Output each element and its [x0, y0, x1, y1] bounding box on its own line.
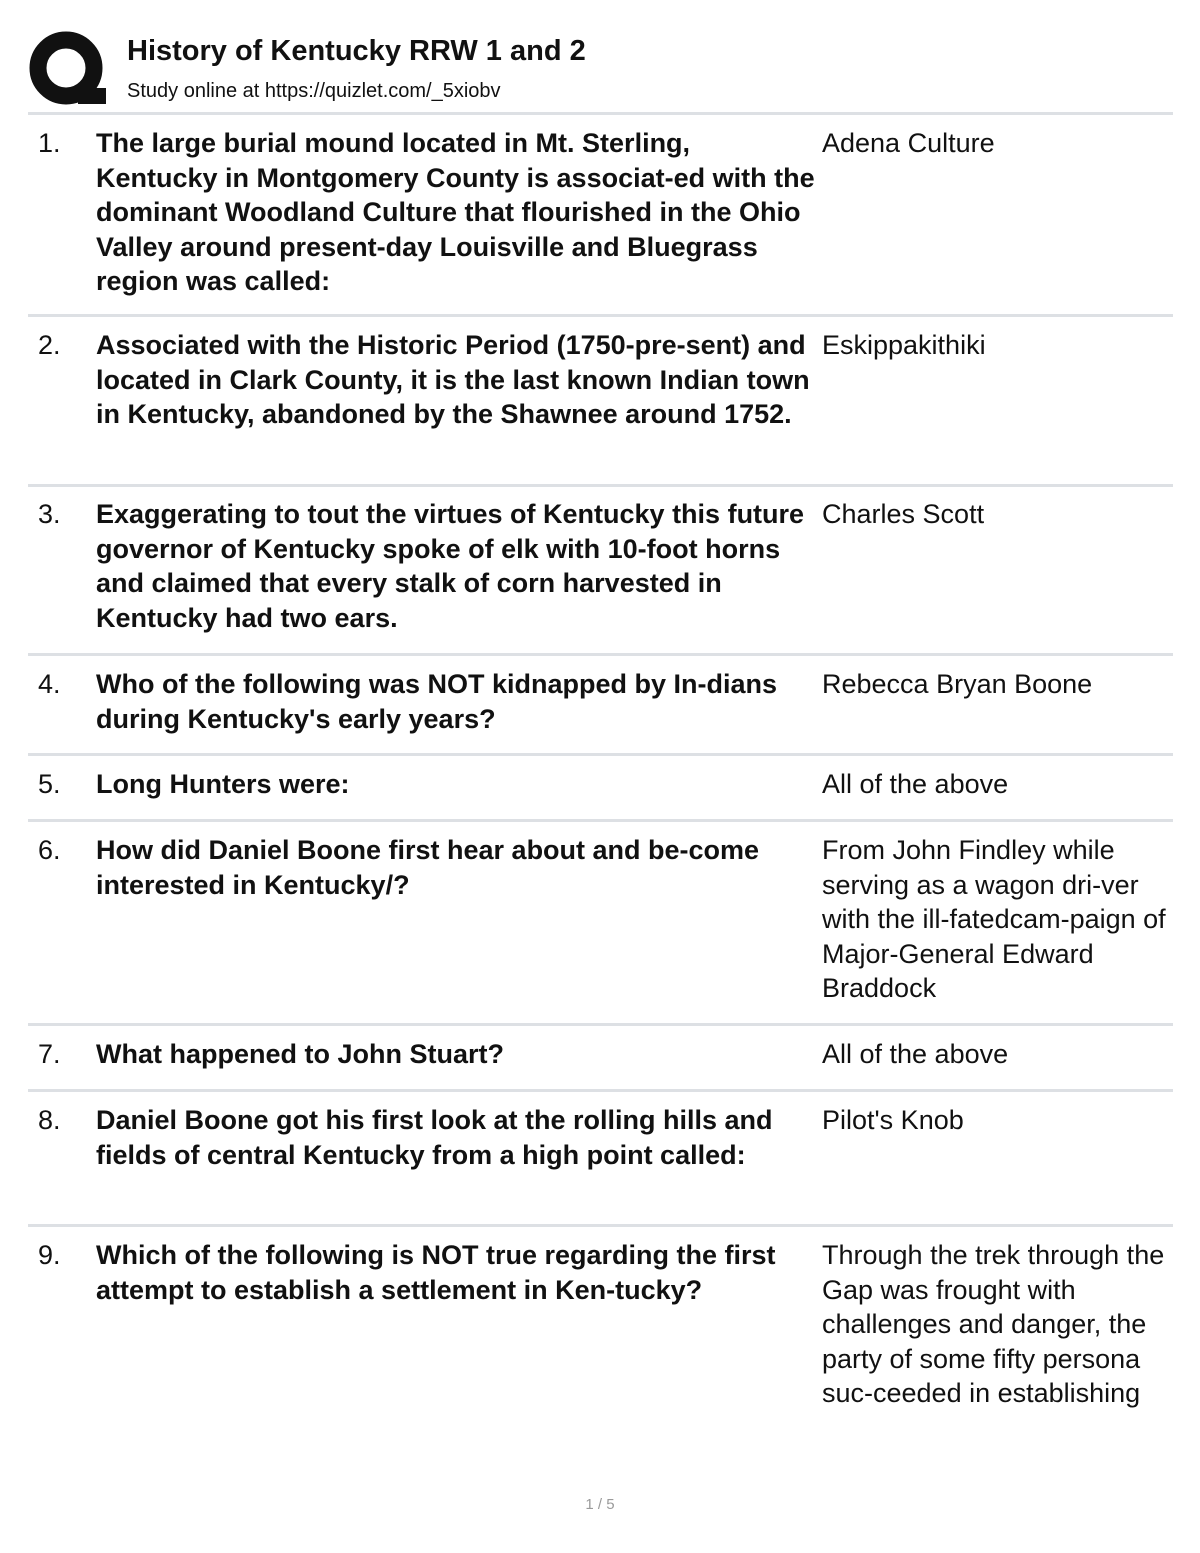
answer-text: All of the above	[822, 769, 1009, 799]
answer-text: Rebecca Bryan Boone	[822, 669, 1093, 699]
divider	[28, 753, 1173, 756]
page-header	[28, 28, 1173, 110]
item-number: 9.	[38, 1240, 61, 1270]
answer-text: Eskippakithiki	[822, 330, 986, 360]
divider	[28, 819, 1173, 822]
question-text: The large burial mound located in Mt. Sterling, Kentucky in Montgomery County is associat-ed with the dominant Woodland Culture that flourished in the Ohio Valley around present-day Louisville and Bluegrass region was called:	[96, 128, 815, 296]
item-number: 7.	[38, 1039, 61, 1069]
divider	[28, 1023, 1173, 1026]
answer-text: Adena Culture	[822, 128, 995, 158]
study-online-link[interactable]: Study online at https://quizlet.com/_5xiobv	[127, 80, 501, 102]
item-number: 8.	[38, 1105, 61, 1135]
question-text: Who of the following was NOT kidnapped by In-dians during Kentucky's early years?	[96, 669, 777, 734]
answer-text: Through the trek through the Gap was frought with challenges and danger, the party of some fifty persona suc-ceeded in establishing	[822, 1240, 1165, 1408]
question-text: How did Daniel Boone first hear about and be-come interested in Kentucky/?	[96, 835, 760, 900]
item-number: 1.	[38, 128, 61, 158]
divider	[28, 1089, 1173, 1092]
page-indicator: 1 / 5	[585, 1496, 615, 1513]
divider	[28, 653, 1173, 656]
quizlet-q-logo-icon	[28, 30, 108, 110]
question-text: Long Hunters were:	[96, 769, 350, 799]
question-text: Exaggerating to tout the virtues of Kentucky this future governor of Kentucky spoke of elk with 10-foot horns and claimed that every stalk of corn harvested in Kentucky had two ears.	[96, 499, 805, 633]
answer-text: Pilot's Knob	[822, 1105, 964, 1135]
question-text: Daniel Boone got his first look at the rolling hills and fields of central Kentucky from a high point called:	[96, 1105, 773, 1170]
question-text: Associated with the Historic Period (1750-pre-sent) and located in Clark County, it is the last known Indian town in Kentucky, abandoned by the Shawnee around 1752.	[96, 330, 810, 429]
item-number: 6.	[38, 835, 61, 865]
divider	[28, 1224, 1173, 1227]
divider	[28, 314, 1173, 317]
item-number: 2.	[38, 330, 61, 360]
item-number: 4.	[38, 669, 61, 699]
item-number: 5.	[38, 769, 61, 799]
answer-text: All of the above	[822, 1039, 1009, 1069]
item-number: 3.	[38, 499, 61, 529]
question-text: What happened to John Stuart?	[96, 1039, 504, 1069]
divider	[28, 112, 1173, 115]
answer-text: From John Findley while serving as a wagon dri-ver with the ill-fatedcam-paign of Major-General Edward Braddock	[822, 835, 1166, 1003]
answer-text: Charles Scott	[822, 499, 985, 529]
divider	[28, 484, 1173, 487]
question-text: Which of the following is NOT true regarding the first attempt to establish a settlement in Ken-tucky?	[96, 1240, 776, 1305]
document-title: History of Kentucky RRW 1 and 2	[127, 35, 586, 67]
